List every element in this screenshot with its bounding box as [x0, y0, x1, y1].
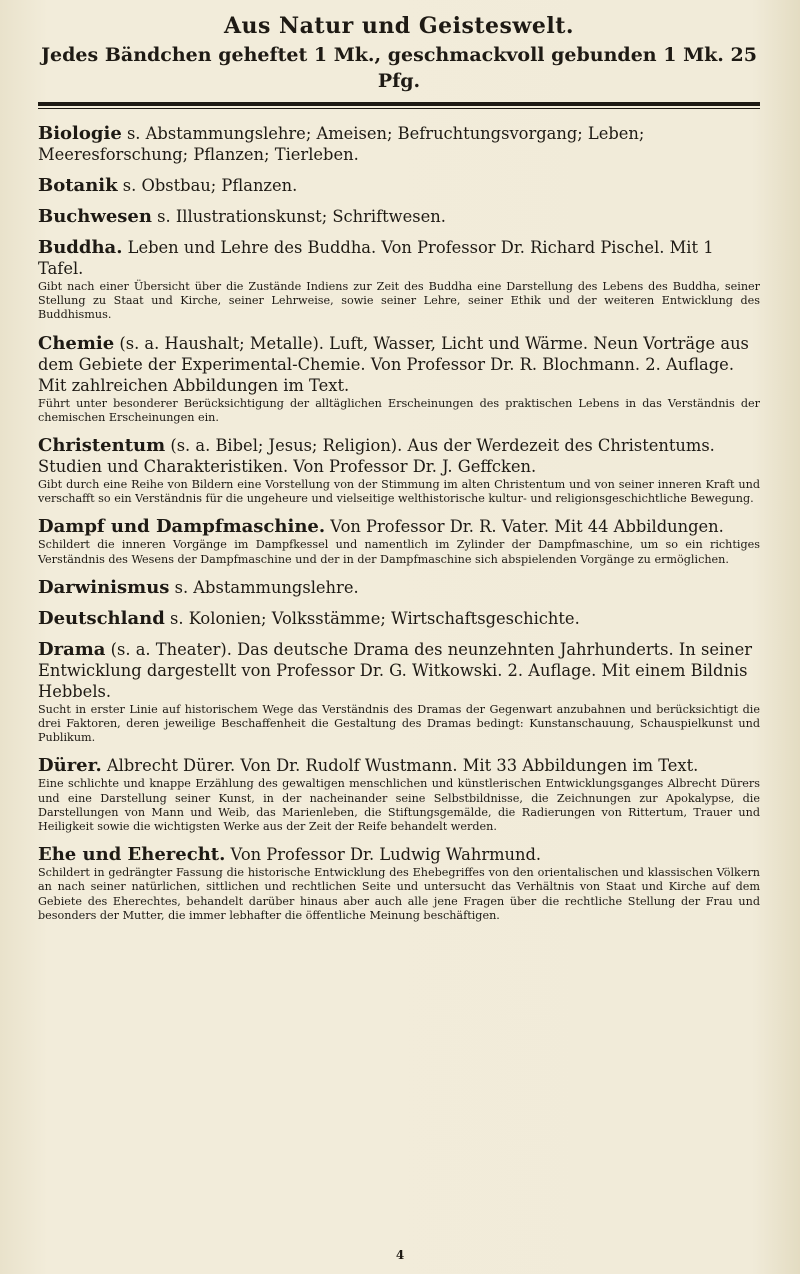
- catalog-entry: [38, 333, 760, 425]
- catalog-entry: [38, 175, 760, 196]
- catalog-entry: [38, 755, 760, 834]
- entry-heading: [38, 435, 760, 477]
- entry-heading: [38, 333, 760, 396]
- catalog-entry: [38, 608, 760, 629]
- entry-keyword: Botanik: [38, 175, 118, 196]
- entry-title-text: s. Abstammungslehre; Ameisen; Befruchtungsvorgang; Leben; Meeresforschung; Pflanzen; Tierleben.: [38, 124, 645, 164]
- entry-heading: [38, 639, 760, 702]
- entry-keyword: Drama: [38, 638, 106, 660]
- entry-heading: [38, 237, 760, 279]
- catalog-entry: [38, 516, 760, 566]
- entry-description: Eine schlichte und knappe Erzählung des gewaltigen menschlichen und künstlerischen Entwicklungsganges Albrecht Dürers und eine Darstellung seiner Kunst, in der nacheinander seine Selbstbildnisse, die Zeichnungen zur Apokalypse, die Darstellungen von Mann und Weib, das Marienleben, die Stiftungsgemälde, die Radierungen von Rittertum, Trauer und Heiligkeit sowie die wichtigsten Werke aus der Zeit der Reife behandelt werden.: [38, 777, 760, 834]
- page-number: 4: [395, 1248, 405, 1262]
- entry-heading: [38, 755, 760, 776]
- entry-keyword: Darwinismus: [38, 576, 170, 598]
- catalog-entry: [38, 237, 760, 323]
- entry-title-text: (s. a. Bibel; Jesus; Religion). Aus der Werdezeit des Christentums. Studien und Charakteristiken. Von Professor Dr. J. Geffcken.: [38, 436, 715, 477]
- entry-title-text: Albrecht Dürer. Von Dr. Rudolf Wustmann. Mit 33 Abbildungen im Text.: [101, 756, 699, 776]
- header-rule-thin: [38, 108, 760, 109]
- entry-heading: [38, 516, 760, 537]
- catalog-entry: [38, 123, 760, 165]
- entry-keyword: Buchwesen: [38, 206, 152, 227]
- entry-description: Gibt durch eine Reihe von Bildern eine Vorstellung von der Stimmung im alten Christentum und von seiner inneren Kraft und verschafft so ein Verständnis für die ungeheure und vielseitige welthistorische kultur- und religionsgeschichtliche Bewegung.: [38, 478, 760, 506]
- entry-title-text: Von Professor Dr. R. Vater. Mit 44 Abbildungen.: [325, 517, 724, 537]
- entry-title-text: (s. a. Haushalt; Metalle). Luft, Wasser, Licht und Wärme. Neun Vorträge aus dem Gebiete der Experimental-Chemie. Von Professor Dr. R. Blochmann. 2. Auflage. Mit zahlreichen Abbildungen im Text.: [38, 333, 749, 395]
- catalog-entry: [38, 577, 760, 598]
- entry-title-text: Von Professor Dr. Ludwig Wahrmund.: [225, 845, 542, 865]
- catalog-entry: [38, 206, 760, 227]
- catalog-entry: [38, 435, 760, 506]
- entry-keyword: Deutschland: [38, 607, 165, 629]
- series-title: Aus Natur und Geisteswelt.: [223, 13, 575, 39]
- entry-keyword: Dampf und Dampfmaschine.: [38, 516, 326, 538]
- entry-heading: [38, 844, 760, 865]
- entry-keyword: Dürer.: [38, 755, 102, 777]
- entry-description: Schildert die inneren Vorgänge im Dampfkessel und namentlich im Zylinder der Dampfmaschine, um so ein richtiges Verständnis des Wesens der Dampfmaschine und der in der Dampfmaschine sich abspielenden Vorgänge zu ermöglichen.: [38, 538, 760, 566]
- catalog-entry: [38, 639, 760, 746]
- entry-keyword: Buddha.: [38, 237, 123, 258]
- entry-keyword: Ehe und Eherecht.: [38, 844, 226, 866]
- entry-description: Gibt nach einer Übersicht über die Zustände Indiens zur Zeit des Buddha eine Darstellung des Lebens des Buddha, seiner Stellung zu Staat und Kirche, seiner Lehrweise, sowie seiner Lehre, seiner Ethik und der weiteren Entwicklung des Buddhismus.: [38, 280, 760, 322]
- entry-title-text: s. Obstbau; Pflanzen.: [117, 176, 298, 195]
- entry-description: Schildert in gedrängter Fassung die historische Entwicklung des Ehebegriffes von den orientalischen und klassischen Völkern an nach seiner natürlichen, sittlichen und rechtlichen Seite und untersucht das Verhältnis von Staat und Kirche auf dem Gebiete des Eherechtes, behandelt darüber hinaus aber auch alle jene Fragen über die rechtliche Stellung der Frau und besonders der Mutter, die immer lebhafter die öffentliche Meinung beschäftigen.: [38, 866, 760, 922]
- entry-title-text: Leben und Lehre des Buddha. Von Professor Dr. Richard Pischel. Mit 1 Tafel.: [38, 238, 714, 278]
- page-header: [38, 12, 760, 94]
- entry-keyword: Christentum: [38, 435, 166, 457]
- entry-description: Führt unter besonderer Berücksichtigung der alltäglichen Erscheinungen des praktischen Lebens in das Verständnis der chemischen Erscheinungen ein.: [38, 396, 760, 424]
- entry-title-text: (s. a. Theater). Das deutsche Drama des neunzehnten Jahrhunderts. In seiner Entwicklung dargestellt von Professor Dr. G. Witkowski. 2. Auflage. Mit einem Bildnis Hebbels.: [38, 639, 753, 701]
- entry-description: Sucht in erster Linie auf historischem Wege das Verständnis des Dramas der Gegenwart anzubahnen und berücksichtigt die drei Faktoren, deren jeweilige Beschaffenheit die Gestaltung des Dramas bedingt: Kunstanschauung, Schauspielkunst und Publikum.: [38, 702, 760, 745]
- entry-heading: [38, 123, 760, 165]
- entry-heading: [38, 206, 760, 227]
- entry-heading: [38, 577, 760, 598]
- entry-title-text: s. Kolonien; Volksstämme; Wirtschaftsgeschichte.: [164, 608, 580, 628]
- entry-title-text: s. Illustrationskunst; Schriftwesen.: [151, 207, 446, 226]
- entry-heading: [38, 608, 760, 629]
- entry-keyword: Biologie: [38, 123, 122, 144]
- entry-title-text: s. Abstammungslehre.: [169, 577, 359, 597]
- catalog-entries: [38, 123, 760, 923]
- header-rule-thick: [38, 102, 760, 106]
- price-line: Jedes Bändchen geheftet 1 Mk., geschmackvoll gebunden 1 Mk. 25 Pfg.: [41, 44, 757, 92]
- entry-keyword: Chemie: [38, 332, 115, 354]
- entry-heading: [38, 175, 760, 196]
- catalog-entry: [38, 844, 760, 923]
